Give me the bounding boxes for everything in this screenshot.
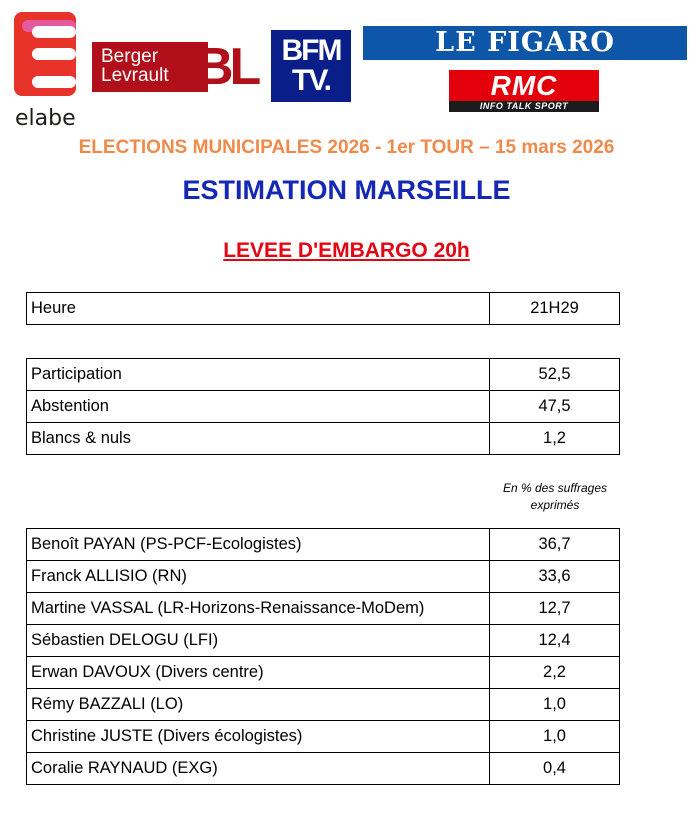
elabe-logo	[14, 12, 84, 131]
heure-table	[26, 292, 620, 325]
candidate-score: 36,7	[490, 529, 620, 561]
participation-label: Participation	[27, 359, 490, 391]
candidate-name: Rémy BAZZALI (LO)	[27, 689, 490, 721]
bfmtv-line2: TV.	[292, 64, 330, 97]
candidate-score: 1,0	[490, 689, 620, 721]
table-row	[27, 359, 620, 391]
table-row	[27, 391, 620, 423]
elabe-e-icon	[14, 12, 76, 96]
le-figaro-wordmark: LE FIGARO	[435, 27, 615, 58]
abstention-value: 47,5	[490, 391, 620, 423]
estimation-title: ESTIMATION MARSEILLE	[182, 175, 511, 205]
table-row	[27, 657, 620, 689]
table-row	[27, 721, 620, 753]
berger-levrault-mark: BL	[196, 38, 258, 96]
candidate-score: 1,0	[490, 721, 620, 753]
table-row	[27, 689, 620, 721]
candidate-name: Benoît PAYAN (PS-PCF-Ecologistes)	[27, 529, 490, 561]
berger-levrault-line1: Berger	[101, 46, 159, 67]
berger-levrault-logo	[92, 38, 262, 96]
candidate-name: Sébastien DELOGU (LFI)	[27, 625, 490, 657]
heure-label: Heure	[27, 293, 490, 325]
candidate-name: Martine VASSAL (LR-Horizons-Renaissance-MoDem)	[27, 593, 490, 625]
blancs-nuls-value: 1,2	[490, 423, 620, 455]
rmc-wordmark: RMC	[490, 70, 558, 101]
candidate-score: 33,6	[490, 561, 620, 593]
candidate-name: Christine JUSTE (Divers écologistes)	[27, 721, 490, 753]
table-row	[27, 561, 620, 593]
unit-note: En % des suffrages exprimés	[502, 481, 608, 512]
candidate-name: Erwan DAVOUX (Divers centre)	[27, 657, 490, 689]
blancs-nuls-label: Blancs & nuls	[27, 423, 490, 455]
table-row	[27, 625, 620, 657]
table-row	[27, 529, 620, 561]
rmc-logo	[449, 70, 599, 112]
abstention-label: Abstention	[27, 391, 490, 423]
table-row	[27, 423, 620, 455]
rmc-tagline: INFO TALK SPORT	[449, 101, 599, 112]
table-row	[27, 753, 620, 785]
bfmtv-logo	[271, 30, 351, 102]
heure-value: 21H29	[490, 293, 620, 325]
candidate-name: Franck ALLISIO (RN)	[27, 561, 490, 593]
le-figaro-logo	[363, 26, 687, 60]
elabe-wordmark: elabe	[15, 106, 76, 131]
candidate-score: 12,4	[490, 625, 620, 657]
participation-value: 52,5	[490, 359, 620, 391]
results-table	[26, 528, 620, 785]
candidate-score: 0,4	[490, 753, 620, 785]
berger-levrault-line2: Levrault	[101, 65, 169, 86]
participation-table	[26, 358, 620, 455]
candidate-score: 2,2	[490, 657, 620, 689]
embargo-title: LEVEE D'EMBARGO 20h	[223, 239, 470, 262]
candidate-name: Coralie RAYNAUD (EXG)	[27, 753, 490, 785]
table-row	[27, 293, 620, 325]
election-title: ELECTIONS MUNICIPALES 2026 - 1er TOUR – 15 mars 2026	[78, 137, 615, 158]
candidate-score: 12,7	[490, 593, 620, 625]
table-row	[27, 593, 620, 625]
bfmtv-line1: BFM	[281, 34, 341, 67]
